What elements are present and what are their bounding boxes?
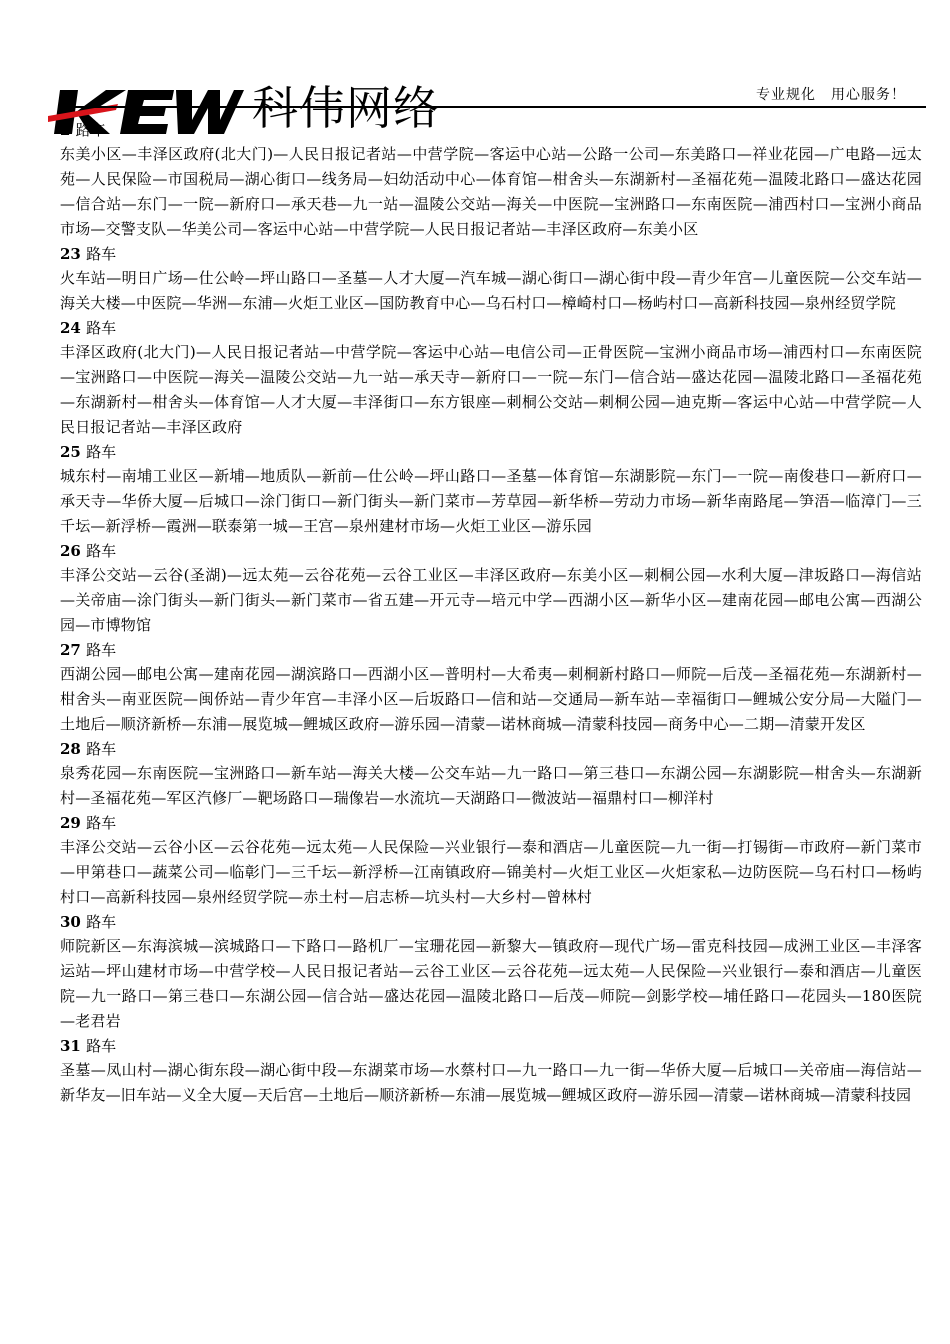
route-title [60,910,922,934]
logo-text: 科伟网络 [252,81,440,135]
route-title [60,737,922,761]
route-title [60,539,922,563]
route-number: 27 [60,641,81,659]
route-number: 23 [60,245,81,263]
route-entry-30 [60,910,922,1034]
route-number: 2 [60,121,71,139]
route-stops: 丰泽区政府(北大门)—人民日报记者站—中营学院—客运中心站—电信公司—正骨医院—宝洲小商品市场—浦西村口—东南医院—宝洲路口—中医院—海关—温陵公交站—九一站—承天寺—新府口—一院—东门—信合站—盛达花园—温陵北路口—圣福花苑—东湖新村—柑舍头—体育馆—人才大厦—丰泽街口—东方银座—刺桐公交站—刺桐公园—迪克斯—客运中心站—中营学院—人民日报记者站—丰泽区政府 [60,343,922,436]
route-unit: 路车 [86,542,117,560]
route-stops: 师院新区—东海滨城—滨城路口—下路口—路机厂—宝珊花园—新黎大—镇政府—现代广场—雷克科技园—成洲工业区—丰泽客运站—坪山建材市场—中营学校—人民日报记者站—云谷工业区—云谷花苑—远太苑—人民保险—兴业银行—泰和酒店—儿童医院—九一路口—第三巷口—东湖公园—信合站—盛达花园—温陵北路口—后茂—师院—剑影学校—埔任路口—花园头—180医院—老君岩 [60,937,922,1030]
route-stops: 东美小区—丰泽区政府(北大门)—人民日报记者站—中营学院—客运中心站—公路一公司—东美路口—祥业花园—广电路—远太苑—人民保险—市国税局—湖心街口—线务局—妇幼活动中心—体育馆—柑舍头—东湖新村—圣福花苑—温陵北路口—盛达花园—信合站—东门—一院—新府口—承天巷—九一站—温陵公交站—海关—中医院—宝洲路口—东南医院—浦西村口—宝洲小商品市场—交警支队—华美公司—客运中心站—中营学院—人民日报记者站—丰泽区政府—东美小区 [60,145,922,238]
route-entry-27 [60,638,922,737]
route-entry-26 [60,539,922,638]
route-title [60,440,922,464]
header-slogan: 专业规化 用心服务！ [756,87,906,103]
route-title [60,811,922,835]
route-number: 29 [60,814,81,832]
route-entry-23 [60,242,922,316]
route-unit: 路车 [75,121,106,139]
route-entry-24 [60,316,922,440]
route-title [60,638,922,662]
route-title [60,1034,922,1058]
route-entry-31 [60,1034,922,1108]
route-entry-29 [60,811,922,910]
route-entry-25 [60,440,922,539]
route-stops: 西湖公园—邮电公寓—建南花园—湖滨路口—西湖小区—普明村—大希夷—刺桐新村路口—师院—后茂—圣福花苑—东湖新村—柑舍头—南亚医院—闽侨站—青少年宫—丰泽小区—后坂路口—信和站—交通局—新车站—幸福街口—鲤城公安分局—大隘门—土地后—顺济新桥—东浦—展览城—鲤城区政府—游乐园—清蒙—诺林商城—清蒙科技园—商务中心—二期—清蒙开发区 [60,665,922,733]
route-title [60,316,922,340]
route-unit: 路车 [86,443,117,461]
route-unit: 路车 [86,319,117,337]
route-title [60,242,922,266]
route-unit: 路车 [86,641,117,659]
route-number: 28 [60,740,81,758]
route-unit: 路车 [86,245,117,263]
route-stops: 丰泽公交站—云谷(圣湖)—远太苑—云谷花苑—云谷工业区—丰泽区政府—东美小区—刺桐公园—水利大厦—津坂路口—海信站—关帝庙—涂门街头—新门街头—新门菜市—省五建—开元寺—培元中学—西湖小区—新华小区—建南花园—邮电公寓—西湖公园—市博物馆 [60,566,922,634]
route-entry-2 [60,118,922,242]
route-entry-28 [60,737,922,811]
route-stops: 城东村—南埔工业区—新埔—地质队—新前—仕公岭—坪山路口—圣墓—体育馆—东湖影院—东门—一院—南俊巷口—新府口—承天寺—华侨大厦—后城口—涂门街口—新门街头—新门菜市—芳草园—新华桥—劳动力市场—新华南路尾—笋浯—临漳门—三千坛—新浮桥—霞洲—联泰第一城—王宫—泉州建材市场—火炬工业区—游乐园 [60,467,922,535]
route-unit: 路车 [86,740,117,758]
route-number: 24 [60,319,81,337]
route-stops: 圣墓—凤山村—湖心街东段—湖心街中段—东湖菜市场—水蔡村口—九一路口—九一街—华侨大厦—后城口—关帝庙—海信站—新华友—旧车站—义全大厦—天后宫—土地后—顺济新桥—东浦—展览城—鲤城区政府—游乐园—清蒙—诺林商城—清蒙科技园 [60,1061,922,1104]
route-number: 26 [60,542,81,560]
route-title [60,118,922,142]
route-unit: 路车 [86,913,117,931]
header-divider [60,106,926,108]
route-number: 25 [60,443,81,461]
route-stops: 丰泽公交站—云谷小区—云谷花苑—远太苑—人民保险—兴业银行—泰和酒店—儿童医院—九一街—打锡街—市政府—新门菜市—甲第巷口—蔬菜公司—临彰门—三千坛—新浮桥—江南镇政府—锦美村—火炬工业区—火炬家私—边防医院—乌石村口—杨屿村口—高新科技园—泉州经贸学院—赤土村—启志桥—坑头村—大乡村—曾林村 [60,838,922,906]
route-unit: 路车 [86,1037,117,1055]
bus-route-list [60,118,922,1108]
route-stops: 泉秀花园—东南医院—宝洲路口—新车站—海关大楼—公交车站—九一路口—第三巷口—东湖公园—东湖影院—柑舍头—东湖新村—圣福花苑—军区汽修厂—靶场路口—瑞像岩—水流坑—天湖路口—微波站—福鼎村口—柳洋村 [60,764,922,807]
route-number: 31 [60,1037,81,1055]
route-unit: 路车 [86,814,117,832]
route-number: 30 [60,913,81,931]
route-stops: 火车站—明日广场—仕公岭—坪山路口—圣墓—人才大厦—汽车城—湖心街口—湖心街中段—青少年宫—儿童医院—公交车站—海关大楼—中医院—华洲—东浦—火炬工业区—国防教育中心—乌石村口—樟崎村口—杨屿村口—高新科技园—泉州经贸学院 [60,269,922,312]
